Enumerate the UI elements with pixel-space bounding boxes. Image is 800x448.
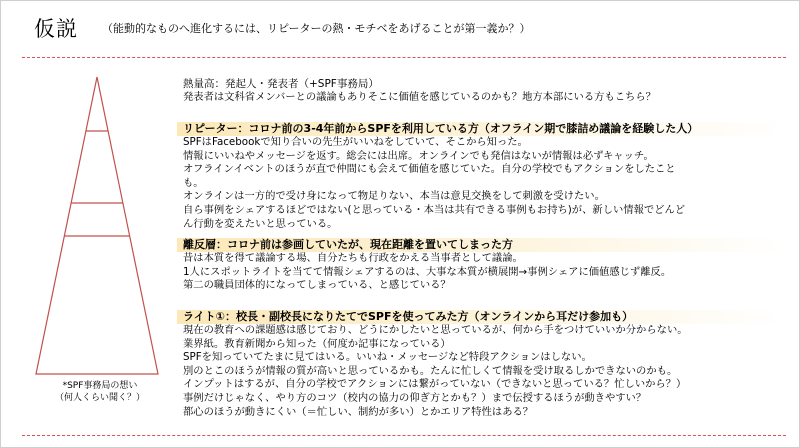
section-heat bbox=[177, 77, 783, 105]
pyramid-outline bbox=[36, 77, 158, 374]
section-light-line: 事例だけじゃなく、やり方のコツ（校内の協力の仰ぎ方とかも？）まで伝授するほうが動きやすい？ bbox=[183, 391, 647, 404]
section-leave-heading: 離反層：コロナ前は参画していたが、現在距離を置いてしまった方 bbox=[177, 238, 783, 252]
section-repeater-line: ん行動を変えたいと思っている。 bbox=[183, 217, 338, 230]
section-light-heading: ライト①：校長・副校長になりたてでSPFを使ってみた方（オンラインから耳だけ参加も） bbox=[177, 310, 783, 324]
section-repeater-line: オフラインイベントのほうが直で仲間にも会えて価値を感じていた。自分の学校でもアクションをしたこと bbox=[183, 163, 676, 176]
section-leave-line: 昔は本質を得て議論する場、自分たちも行政をかえる当事者として議論。 bbox=[183, 252, 523, 264]
section-repeater-heading: リピーター：コロナ前の3-4年前からSPFを利用している方（オフライン期で膝詰め議論を経験した人） bbox=[177, 122, 783, 136]
page-title: 仮説 bbox=[34, 17, 78, 41]
pyramid-note bbox=[45, 380, 155, 404]
section-heat-line: 発表者は文科省メンバーとの議論もありそこに価値を感じているのかも？地方本部にいる方もこちら？ bbox=[183, 91, 656, 103]
section-light-line: SPFを知っていてたまに見てはいる。いいね・メッセージなど特段アクションはしない。 bbox=[183, 351, 592, 364]
section-light-line: 業界紙。教育新聞から知った（何度か記事になっている） bbox=[183, 337, 451, 350]
section-repeater-line: 情報にいいねやメッセージを返す。総会には出席。オンラインでも発信はないが情報は必ずキャッチ。 bbox=[183, 149, 654, 162]
section-leave bbox=[177, 238, 783, 293]
page-subtitle: （能動的なものへ進化するには、リピーターの熱・モチベをあげることが第一義か？） bbox=[102, 22, 531, 35]
section-light-line: 都心のほうが動きにくい（＝忙しい、制約が多い）とかエリア特性はある？ bbox=[183, 405, 534, 418]
section-repeater-line: 自ら事例をシェアするほどではない(と思っている・本当は共有できる事例もお持ち)が、新しい情報でどんど bbox=[183, 203, 686, 216]
section-light-line: 現在の教育への課題感は感じており、どうにかしたいと思っているが、何から手をつけていいか分からない。 bbox=[183, 324, 688, 336]
section-light-line: インプットはするが、自分の学校でアクションには繋がっていない（できないと思っている？忙しいから？） bbox=[183, 378, 687, 391]
section-repeater-line: SPFはFacebookで知り合いの先生がいいねをしていて、そこから知った。 bbox=[183, 136, 528, 148]
pyramid-note-line: （何人くらい聞く？） bbox=[54, 393, 145, 403]
pyramid-note-line: *SPF事務局の想い bbox=[62, 381, 138, 391]
section-repeater bbox=[177, 122, 783, 231]
section-leave-line: 第二の職員団体的になってしまっている、と感じている？ bbox=[183, 279, 451, 292]
section-heat-heading: 熱量高：発起人・発表者（+SPF事務局） bbox=[183, 78, 379, 90]
section-light bbox=[177, 310, 783, 419]
section-leave-line: 1人にスポットライトを当てて情報シェアするのは、大事な本質が横展開→事例シェアに価値感じず離反。 bbox=[183, 265, 672, 278]
section-light-line: 別のとこのほうが情報の質が高いと思っているかも。たんに忙しくて情報を受け取るしかできないのかも。 bbox=[183, 364, 678, 377]
section-repeater-line: も。 bbox=[183, 176, 204, 189]
section-repeater-line: オンラインは一方的で受け身になって物足りない、本当は意見交換をして刺激を受けたい。 bbox=[183, 190, 605, 203]
